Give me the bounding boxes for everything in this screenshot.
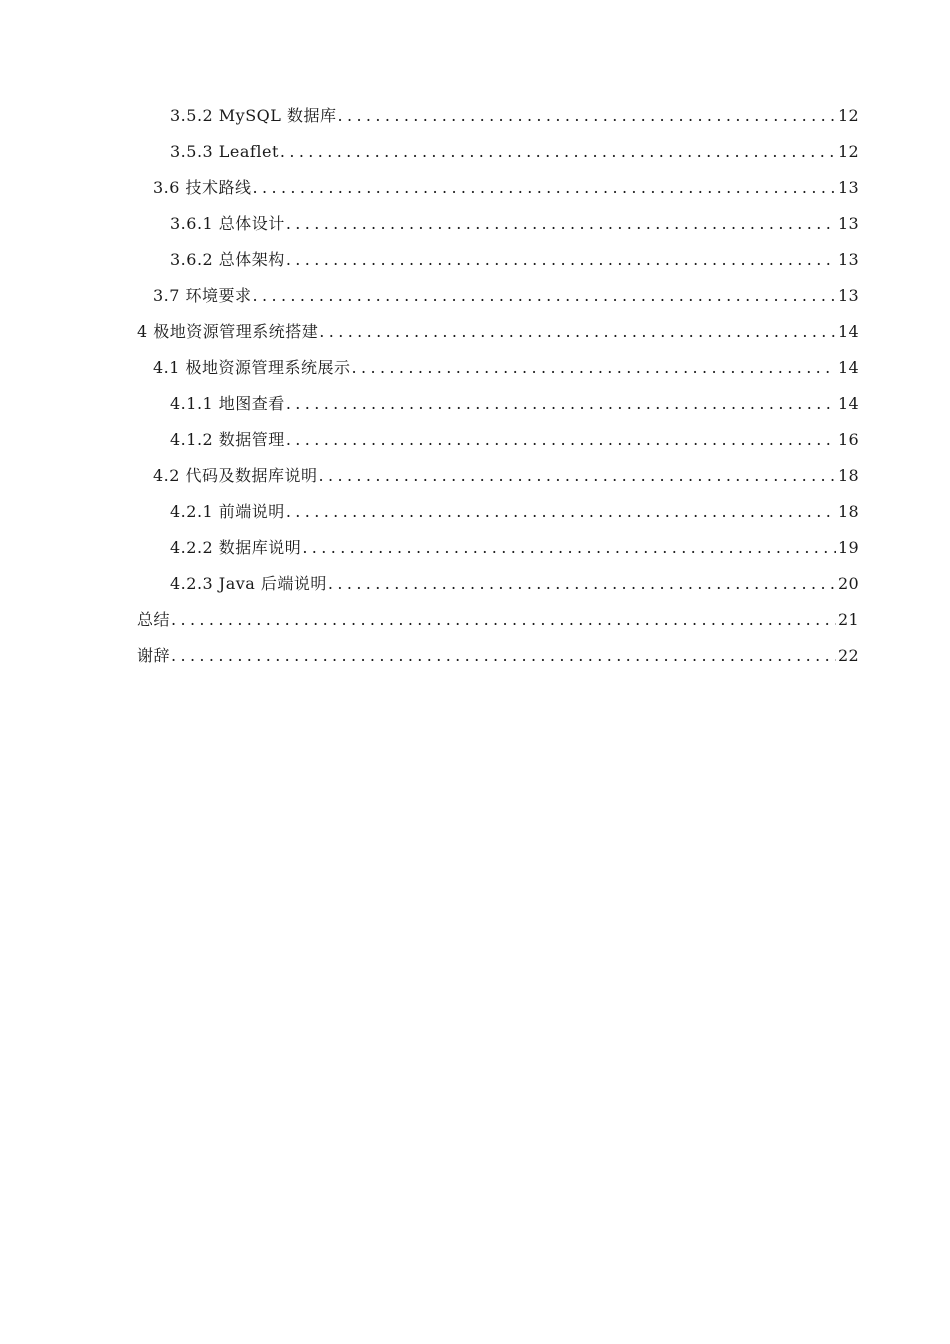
- toc-entry: [0, 638, 950, 674]
- toc-entry-page: 22: [838, 646, 859, 665]
- toc-entry: [0, 494, 950, 530]
- toc-entry: [0, 350, 950, 386]
- toc-entry: [0, 134, 950, 170]
- toc-entry-page: 13: [838, 250, 859, 269]
- toc-entry: [0, 170, 950, 206]
- toc-entry-title: 总结: [137, 610, 171, 629]
- toc-entry: [0, 98, 950, 134]
- table-of-contents: [0, 98, 950, 674]
- toc-entry: [0, 458, 950, 494]
- toc-entry-title: 3.6.2 总体架构: [170, 250, 285, 269]
- toc-entry: [0, 530, 950, 566]
- toc-entry-title: 3.5.2 MySQL 数据库: [170, 106, 337, 125]
- toc-entry-page: 14: [838, 358, 859, 377]
- toc-entry-title: 4.2.1 前端说明: [170, 502, 285, 521]
- toc-entry-title: 4 极地资源管理系统搭建: [137, 322, 319, 341]
- dot-leader: [171, 646, 836, 666]
- toc-entry-title: 3.7 环境要求: [153, 286, 252, 305]
- dot-leader: [352, 358, 836, 378]
- dot-leader: [328, 574, 836, 594]
- dot-leader: [319, 322, 836, 342]
- toc-entry-page: 16: [838, 430, 859, 449]
- toc-entry-page: 12: [838, 106, 859, 125]
- toc-entry-page: 18: [838, 502, 859, 521]
- toc-entry-title: 4.1.2 数据管理: [170, 430, 285, 449]
- toc-entry: [0, 242, 950, 278]
- dot-leader: [286, 394, 836, 414]
- dot-leader: [286, 430, 836, 450]
- dot-leader: [286, 502, 836, 522]
- toc-entry: [0, 314, 950, 350]
- toc-entry-page: 12: [838, 142, 859, 161]
- toc-entry: [0, 206, 950, 242]
- toc-entry: [0, 422, 950, 458]
- toc-entry: [0, 566, 950, 602]
- toc-entry-page: 19: [838, 538, 859, 557]
- dot-leader: [286, 214, 836, 234]
- dot-leader: [171, 610, 836, 630]
- toc-entry: [0, 386, 950, 422]
- toc-entry: [0, 278, 950, 314]
- dot-leader: [338, 106, 837, 126]
- dot-leader: [253, 286, 836, 306]
- toc-entry-page: 18: [838, 466, 859, 485]
- toc-entry-page: 13: [838, 286, 859, 305]
- toc-entry-title: 3.6 技术路线: [153, 178, 252, 197]
- toc-entry-page: 14: [838, 394, 859, 413]
- toc-entry-page: 14: [838, 322, 859, 341]
- toc-entry-page: 13: [838, 214, 859, 233]
- toc-entry-title: 4.2.3 Java 后端说明: [170, 574, 327, 593]
- dot-leader: [302, 538, 836, 558]
- toc-entry-page: 20: [838, 574, 859, 593]
- toc-entry-page: 13: [838, 178, 859, 197]
- dot-leader: [253, 178, 836, 198]
- toc-entry-page: 21: [838, 610, 859, 629]
- toc-entry-title: 4.2.2 数据库说明: [170, 538, 302, 557]
- toc-entry: [0, 602, 950, 638]
- dot-leader: [286, 250, 836, 270]
- dot-leader: [319, 466, 836, 486]
- dot-leader: [280, 142, 836, 162]
- toc-entry-title: 3.5.3 Leaflet: [170, 142, 279, 161]
- toc-entry-title: 3.6.1 总体设计: [170, 214, 285, 233]
- toc-entry-title: 4.1 极地资源管理系统展示: [153, 358, 351, 377]
- toc-entry-title: 4.1.1 地图查看: [170, 394, 285, 413]
- toc-entry-title: 4.2 代码及数据库说明: [153, 466, 318, 485]
- toc-entry-title: 谢辞: [137, 646, 171, 665]
